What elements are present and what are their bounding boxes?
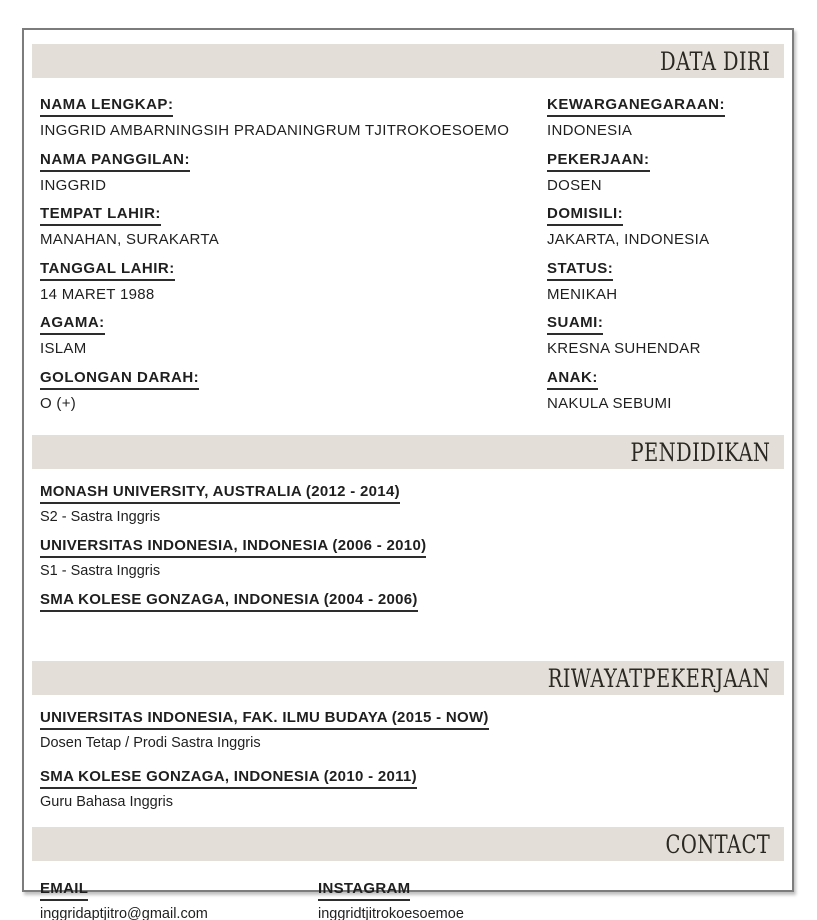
contact-instagram-value: inggridtjitrokoesoemoe — [318, 906, 464, 920]
field-value: O (+) — [40, 394, 77, 412]
biodata-sheet — [22, 28, 794, 920]
field-value: DOSEN — [547, 176, 602, 194]
field-label: AGAMA: — [40, 315, 105, 335]
field-label: KEWARGANEGARAAN: — [547, 97, 725, 117]
field-pekerjaan — [547, 151, 776, 206]
data-diri-right-column — [547, 96, 776, 423]
field-value: 14 MARET 1988 — [40, 285, 155, 303]
education-item — [40, 537, 776, 580]
work-item — [40, 709, 776, 752]
contact-instagram-block — [318, 880, 596, 920]
field-label: TEMPAT LAHIR: — [40, 206, 161, 226]
contact-instagram-label: INSTAGRAM — [318, 881, 410, 901]
riwayat-pekerjaan-list — [32, 709, 784, 811]
section-title-contact: CONTACT — [665, 830, 770, 859]
pendidikan-list — [32, 483, 784, 634]
field-value: INGGRID AMBARNINGSIH PRADANINGRUM TJITROKOESOEMO — [40, 122, 510, 139]
contact-email-value: inggridaptjitro@gmail.com — [40, 906, 208, 920]
field-status — [547, 260, 776, 315]
field-value: KRESNA SUHENDAR — [547, 340, 701, 357]
field-label: NAMA PANGGILAN: — [40, 152, 190, 172]
work-item-title: SMA KOLESE GONZAGA, INDONESIA (2010 - 2011) — [40, 769, 417, 789]
field-domisili — [547, 205, 776, 260]
field-value: INGGRID — [40, 176, 107, 194]
work-item-subtitle: Guru Bahasa Inggris — [40, 794, 173, 810]
contact-row — [32, 880, 784, 920]
education-item-title: MONASH UNIVERSITY, AUSTRALIA (2012 - 2014) — [40, 484, 400, 504]
section-title-pendidikan: PENDIDIKAN — [630, 438, 770, 467]
education-item-title: UNIVERSITAS INDONESIA, INDONESIA (2006 - 2010) — [40, 538, 426, 558]
data-diri-grid — [32, 96, 784, 423]
field-value: INDONESIA — [547, 122, 633, 139]
education-item-title: SMA KOLESE GONZAGA, INDONESIA (2004 - 2006) — [40, 592, 418, 612]
field-value: NAKULA SEBUMI — [547, 394, 672, 412]
work-item — [40, 768, 776, 811]
section-bar-riwayat-pekerjaan — [32, 661, 784, 695]
field-tempat-lahir — [40, 205, 547, 260]
work-item-subtitle: Dosen Tetap / Prodi Sastra Inggris — [40, 735, 261, 751]
field-label: DOMISILI: — [547, 206, 623, 226]
section-bar-pendidikan — [32, 435, 784, 469]
field-label: NAMA LENGKAP: — [40, 97, 173, 117]
contact-email-block — [40, 880, 318, 920]
education-item — [40, 591, 776, 634]
section-title-riwayat-pekerjaan: RIWAYATPEKERJAAN — [547, 664, 770, 693]
section-bar-contact — [32, 827, 784, 861]
education-item-subtitle: S2 - Sastra Inggris — [40, 509, 161, 525]
field-label: TANGGAL LAHIR: — [40, 261, 175, 281]
field-golongan-darah — [40, 369, 547, 424]
field-label: ANAK: — [547, 370, 598, 390]
contact-email-label: EMAIL — [40, 881, 88, 901]
field-value: JAKARTA, INDONESIA — [547, 231, 710, 248]
section-bar-data-diri — [32, 44, 784, 78]
field-label: PEKERJAAN: — [547, 152, 650, 172]
education-item — [40, 483, 776, 526]
field-agama — [40, 314, 547, 369]
field-value: ISLAM — [40, 340, 87, 357]
field-suami — [547, 314, 776, 369]
field-label: STATUS: — [547, 261, 613, 281]
education-item-subtitle — [40, 616, 776, 634]
work-item-title: UNIVERSITAS INDONESIA, FAK. ILMU BUDAYA (2015 - NOW) — [40, 710, 489, 730]
field-tanggal-lahir — [40, 260, 547, 315]
field-nama-panggilan — [40, 151, 547, 206]
field-kewarganegaraan — [547, 96, 776, 151]
field-value: MENIKAH — [547, 285, 618, 303]
field-nama-lengkap — [40, 96, 547, 151]
section-title-data-diri: DATA DIRI — [659, 47, 770, 76]
field-label: SUAMI: — [547, 315, 603, 335]
field-value: MANAHAN, SURAKARTA — [40, 231, 220, 248]
education-item-subtitle: S1 - Sastra Inggris — [40, 563, 161, 579]
data-diri-left-column — [40, 96, 547, 423]
field-anak — [547, 369, 776, 424]
field-label: GOLONGAN DARAH: — [40, 370, 199, 390]
